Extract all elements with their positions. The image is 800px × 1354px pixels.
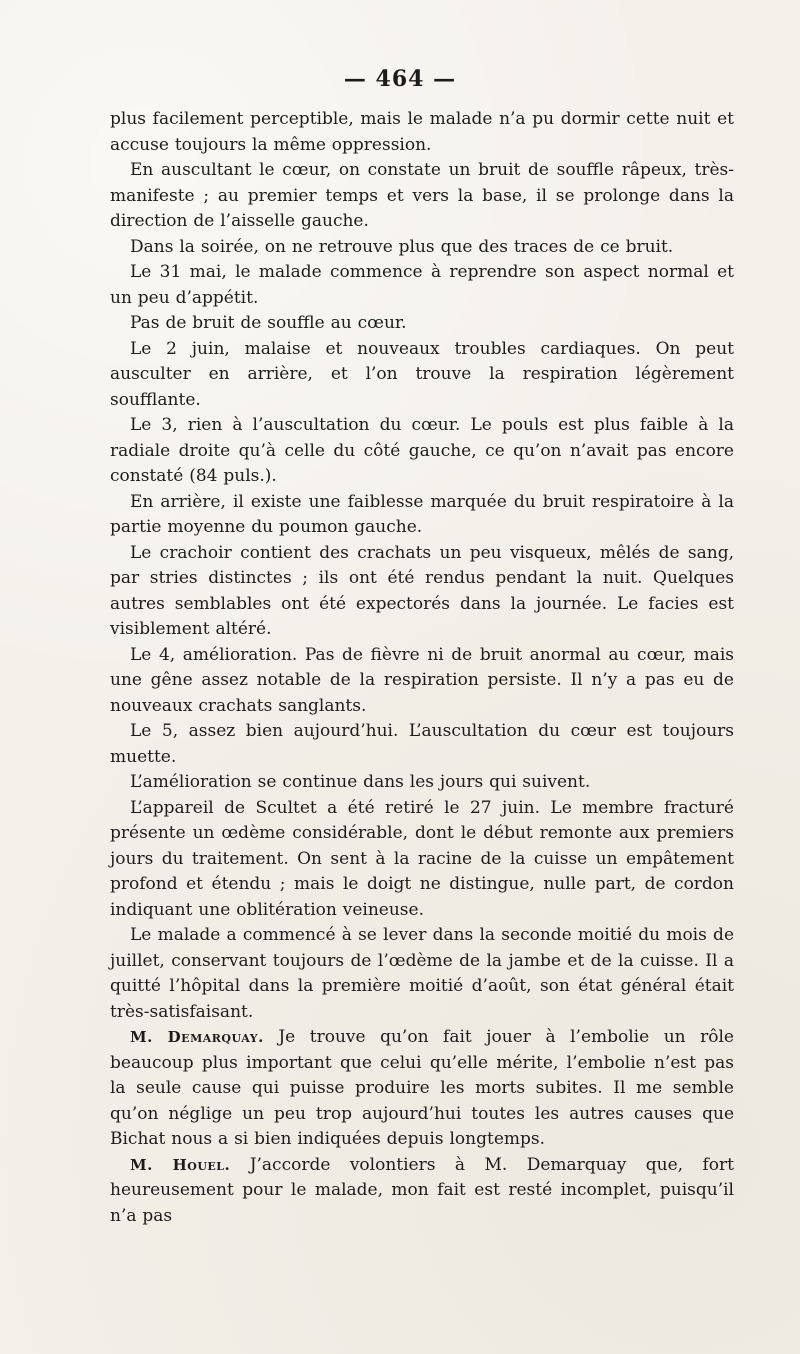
- page-number: — 464 —: [343, 66, 457, 92]
- paragraph: Pas de bruit de souffle au cœur.: [130, 313, 407, 333]
- paragraph: plus facilement perceptible, mais le malade n’a pu dormir cette nuit et accuse toujours la même oppression.: [110, 109, 734, 155]
- paragraph: Le crachoir contient des crachats un peu visqueux, mêlés de sang, par stries distinctes ; ils ont été rendus pendant la nuit. Quelques autres semblables ont été expectorés dans la journée. Le facies est visiblement altéré.: [110, 542, 734, 639]
- paragraph: Le malade a commencé à se lever dans la seconde moitié du mois de juillet, conservant toujours de l’œdème de la jambe et de la cuisse. Il a quitté l’hôpital dans la première moitié d’août, son état général était très-satisfaisant.: [110, 925, 734, 1022]
- remark-paragraph: [110, 1153, 734, 1230]
- paragraph: Le 2 juin, malaise et nouveaux troubles cardiaques. On peut ausculter en arrière, et l’on trouve la respiration légèrement soufflante.: [110, 338, 734, 410]
- paragraph: Le 3, rien à l’auscultation du cœur. Le pouls est plus faible à la radiale droite qu’à celle du côté gauche, ce qu’on n’avait pas encore constaté (84 puls.).: [110, 415, 734, 486]
- remark-text: Je trouve qu’on fait jouer à l’embolie un rôle beaucoup plus important que celui qu’elle mérite, l’embolie n’est pas la seule cause qui puisse produire les morts subites. Il me semble qu’on néglige un peu trop aujourd’hui toutes les autres causes que Bichat nous a si bien indiquées depuis longtemps.: [110, 1027, 734, 1149]
- paragraph: Dans la soirée, on ne retrouve plus que des traces de ce bruit.: [130, 236, 674, 257]
- paragraph: L’appareil de Scultet a été retiré le 27 juin. Le membre fracturé présente un œdème considérable, dont le début remonte aux premiers jours du traitement. On sent à la racine de la cuisse un empâtement profond et étendu ; mais le doigt ne distingue, nulle part, de cordon indiquant une oblitération veineuse.: [110, 797, 734, 920]
- paragraph: L’amélioration se continue dans les jours qui suivent.: [130, 772, 591, 792]
- paragraph: Le 31 mai, le malade commence à reprendre son aspect normal et un peu d’appétit.: [110, 262, 734, 308]
- paragraph: En auscultant le cœur, on constate un bruit de souffle râpeux, très-manifeste ; au premier temps et vers la base, il se prolonge dans la direction de l’aisselle gauche.: [110, 160, 734, 231]
- remark-text: J’accorde volontiers à M. Demarquay que, fort heureusement pour le malade, mon fait est resté incomplet, puisqu’il n’a pas: [110, 1154, 734, 1226]
- paragraph: Le 5, assez bien aujourd’hui. L’auscultation du cœur est toujours muette.: [110, 721, 734, 767]
- paragraph: En arrière, il existe une faiblesse marquée du bruit respiratoire à la partie moyenne du poumon gauche.: [110, 491, 734, 537]
- paragraph: Le 4, amélioration. Pas de fièvre ni de bruit anormal au cœur, mais une gêne assez notable de la respiration persiste. Il n’y a pas eu de nouveaux crachats sanglants.: [110, 644, 734, 716]
- remark-paragraph: [110, 1025, 734, 1153]
- body-text: [110, 107, 734, 1229]
- speaker-name: M. Houel.: [130, 1155, 231, 1174]
- speaker-name: M. Demarquay.: [130, 1028, 264, 1046]
